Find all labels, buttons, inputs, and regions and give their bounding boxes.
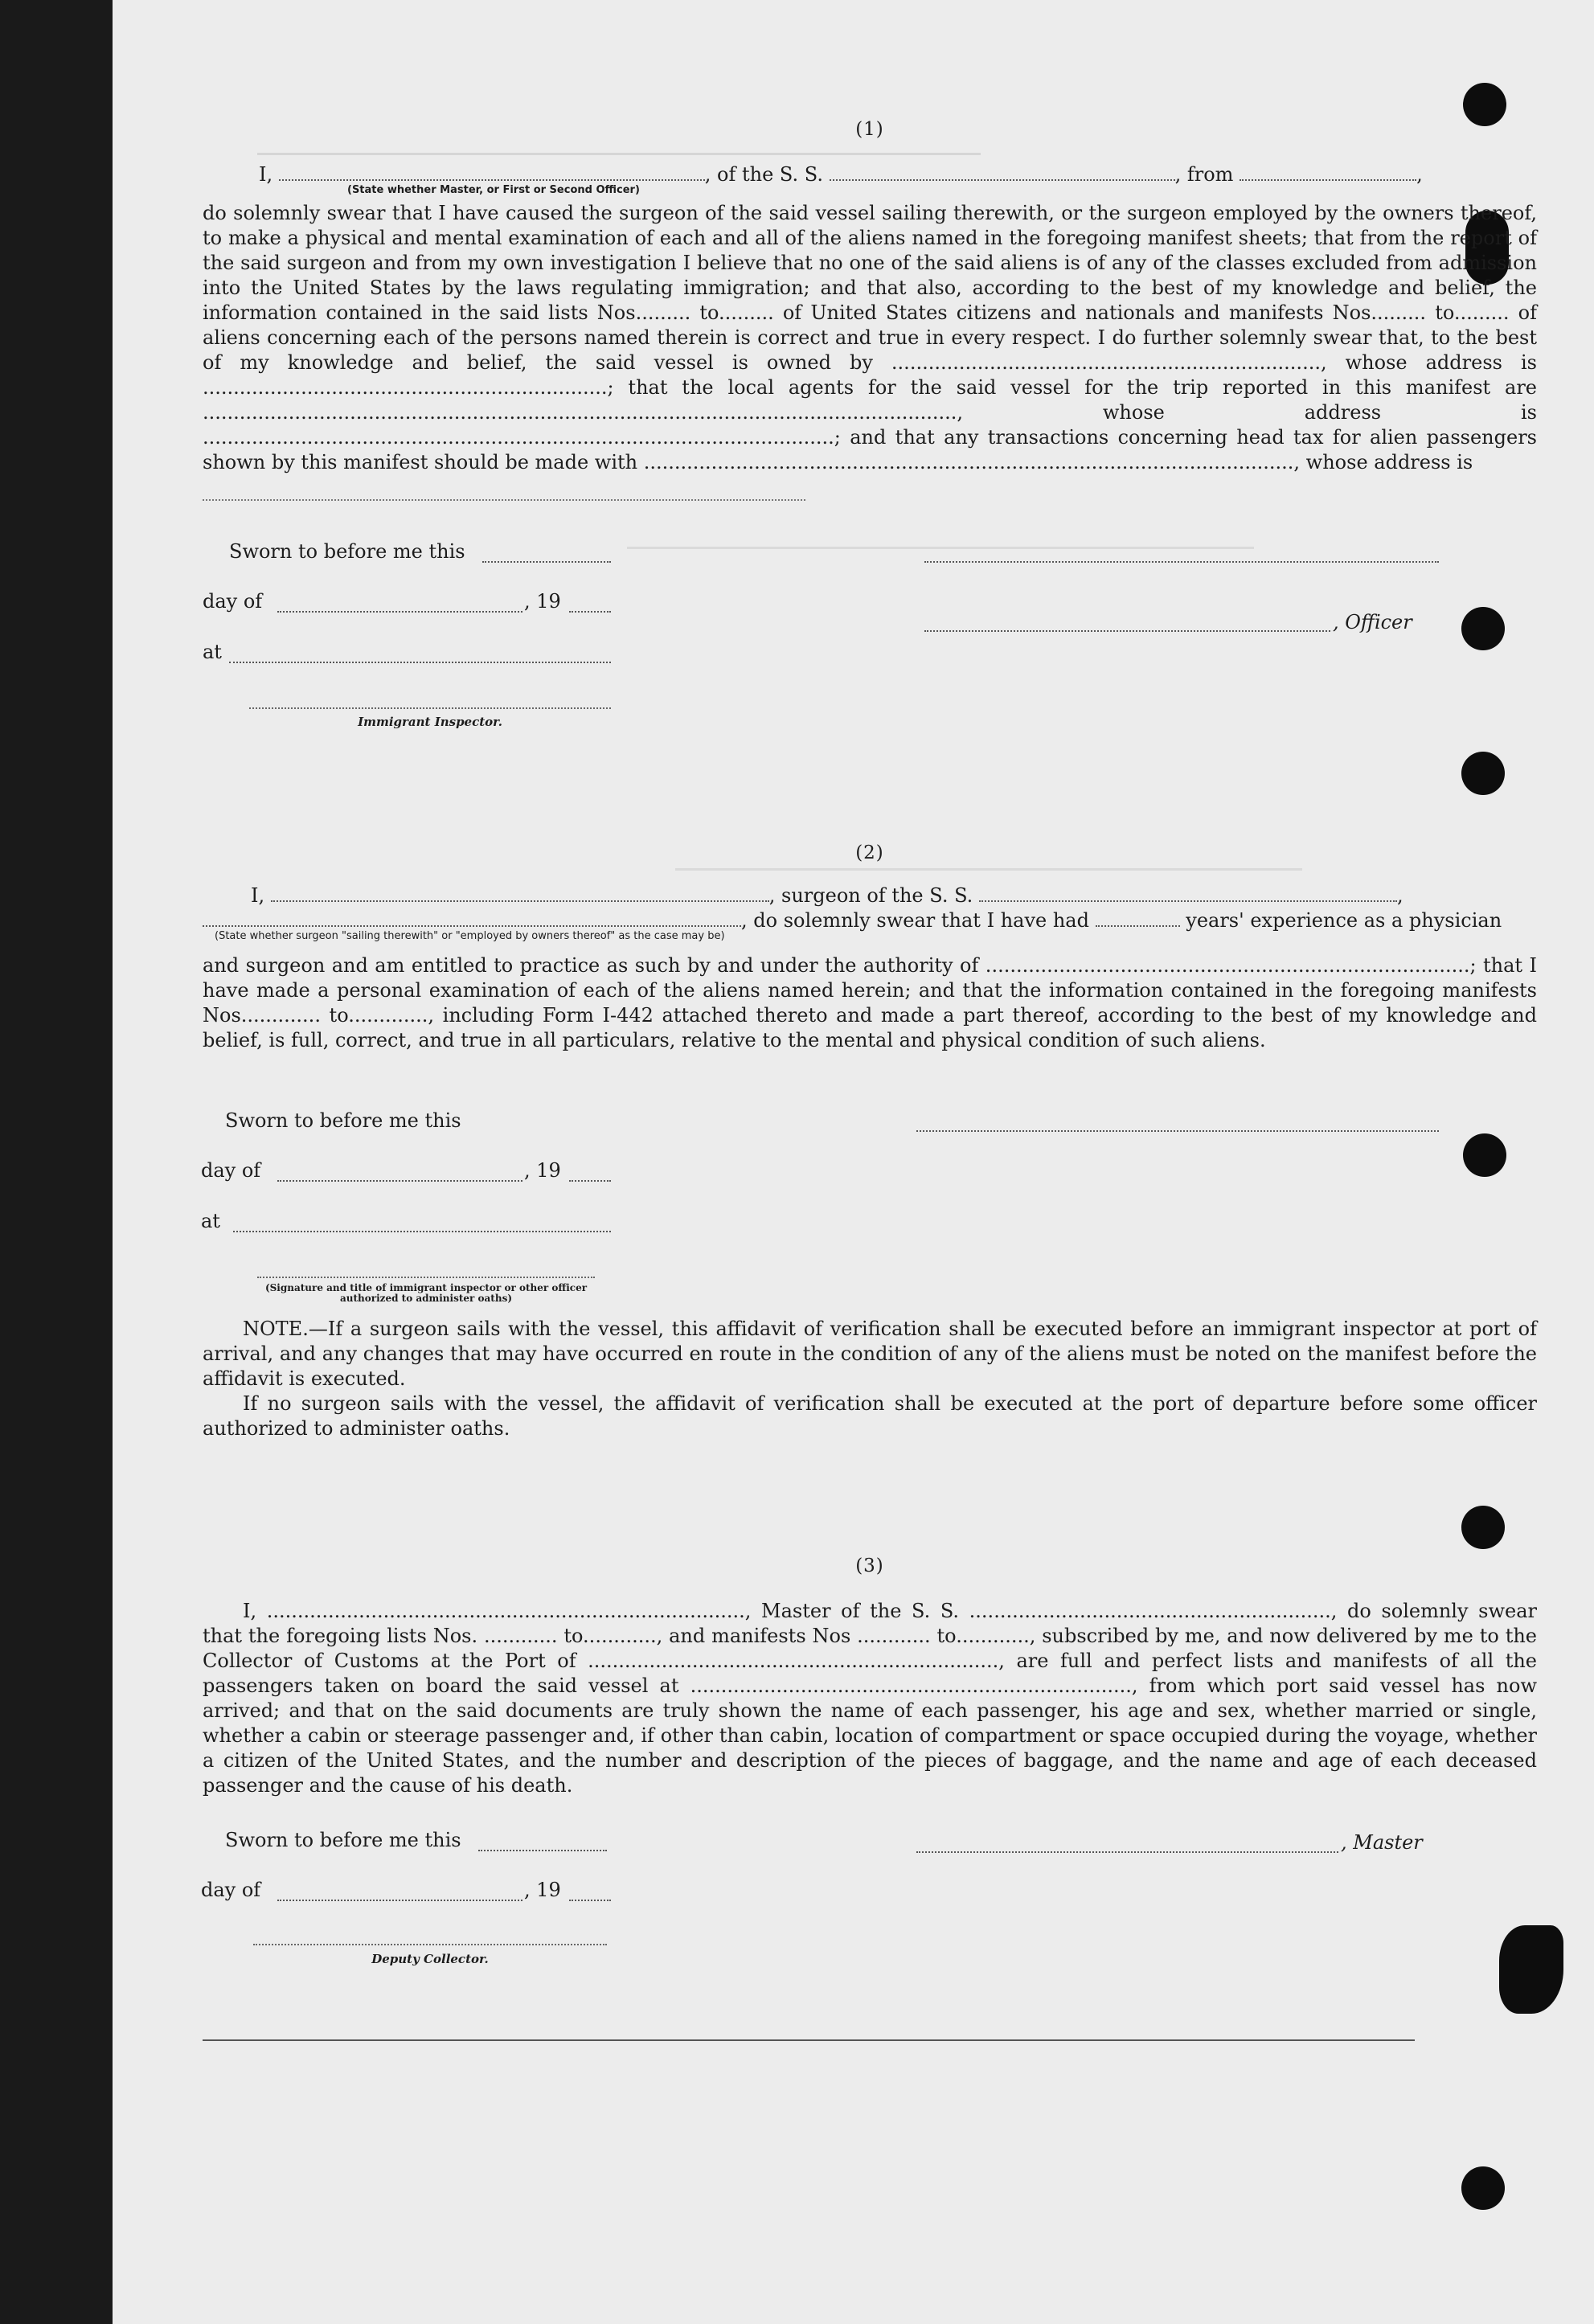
at-field[interactable] <box>233 1216 611 1232</box>
affidavit-paragraph: and surgeon and am entitled to practice as such by and under the authority of ...............................................................................; that I have made a personal examination of each of the aliens named herein; and that the information contained in the foregoing manifests Nos............. to............., including Form I-442 attached thereto and made a part thereof, according to the best of my knowledge and belief, is full, correct, and true in all particulars, relative to the mental and physical condition of such aliens. <box>203 954 1537 1051</box>
text-solemnly-swear: , do solemnly swear that I have had <box>741 909 1089 932</box>
vessel-name-field[interactable] <box>979 886 1397 902</box>
affidavit-surgeon <box>203 842 1537 1053</box>
text-years-experience: years' experience as a physician <box>1186 909 1502 932</box>
section-number: (2) <box>855 842 884 863</box>
note-block <box>203 1317 1537 1441</box>
punch-hole <box>1461 752 1505 795</box>
text-i: I, <box>251 884 265 907</box>
master-signature-field[interactable] <box>916 1837 1338 1853</box>
officer-name-field[interactable] <box>279 165 705 181</box>
text-i: I, <box>259 163 273 186</box>
address-line <box>203 499 805 501</box>
at-label: at <box>201 1210 220 1232</box>
at-field[interactable] <box>229 647 611 663</box>
year-field[interactable] <box>569 1166 611 1182</box>
year-label: , 19 <box>524 590 561 613</box>
master-label: , Master <box>1341 1831 1423 1854</box>
port-from-field[interactable] <box>1240 165 1416 181</box>
section-number: (1) <box>855 119 884 140</box>
officer-note: (State whether Master, or First or Second Officer) <box>347 184 640 196</box>
vessel-name-field[interactable] <box>830 165 1175 181</box>
year-label: , 19 <box>524 1159 561 1182</box>
text-from: , from <box>1174 163 1234 186</box>
year-field[interactable] <box>569 596 611 613</box>
day-of-field[interactable] <box>277 1166 522 1182</box>
bleed-through-mark <box>627 514 1254 549</box>
punch-hole <box>1461 2166 1505 2210</box>
day-of-label: day of <box>201 1159 261 1182</box>
signature-caption: (Signature and title of immigrant inspector or other officer authorized to administer oaths) <box>264 1282 588 1304</box>
officer-signature-field[interactable] <box>924 616 1330 632</box>
day-of-label: day of <box>201 1879 261 1901</box>
collector-caption: Deputy Collector. <box>371 1952 489 1966</box>
inspector-caption: Immigrant Inspector. <box>358 715 502 729</box>
years-field[interactable] <box>1096 911 1180 927</box>
year-field[interactable] <box>569 1885 611 1901</box>
day-of-label: day of <box>203 590 263 613</box>
sworn-date-field[interactable] <box>482 547 611 563</box>
officer-label: , Officer <box>1333 611 1412 633</box>
surgeon-note: (State whether surgeon "sailing therewith" or "employed by owners thereof" as the case may be) <box>215 930 725 942</box>
text-of-ss: , of the S. S. <box>704 163 823 186</box>
day-of-field[interactable] <box>277 596 522 613</box>
affidavit-line: I, , of the S. S. , from , <box>259 163 1423 186</box>
surgeon-name-field[interactable] <box>271 886 769 902</box>
punch-hole <box>1461 1506 1505 1549</box>
section-number: (3) <box>855 1555 884 1576</box>
sworn-label: Sworn to before me this <box>225 1829 461 1851</box>
affidavit-line <box>203 883 1537 908</box>
note-surgeon-sails: NOTE.—If a surgeon sails with the vessel, this affidavit of verification shall be executed before an immigrant inspector at port of arrival, and any changes that may have occurred en route in the condition of any of the aliens must be noted on the manifest before the affidavit is executed. <box>203 1318 1537 1390</box>
officer-signature-line[interactable] <box>257 1277 595 1278</box>
affidavit-paragraph: I, .............................................................................., Master of the S. S. ..........................................................., do solemnly swear that the foregoing lists Nos. ............ to............, and manifests Nos ............ to............, subscribed by me, and now delivered by me to the Collector of Customs at the Port of ..................................................................., are full and perfect lists and manifests of all the passengers taken on board the said vessel at ........................................................................, from which port said vessel has now arrived; and that on the said documents are truly shown the name of each passenger, his age and sex, whether married or single, whether a cabin or steerage passenger and, if other than cabin, location of compartment or space occupied during the voyage, whether a citizen of the United States, and the number and description of the pieces of baggage, and the name and age of each deceased passenger and the cause of his death. <box>203 1600 1537 1797</box>
punch-hole <box>1461 607 1505 650</box>
collector-signature-line[interactable] <box>253 1944 607 1945</box>
signature-line[interactable] <box>924 547 1439 563</box>
at-label: at <box>203 641 222 663</box>
punch-hole <box>1499 1925 1563 2014</box>
punch-hole <box>1463 1133 1506 1177</box>
sworn-date-field[interactable] <box>478 1835 607 1851</box>
affidavit-paragraph: do solemnly swear that I have caused the surgeon of the said vessel sailing therewith, or the surgeon employed by the owners thereof, to make a physical and mental examination of each and all of the aliens named in the foregoing manifest sheets; that from the report of the said surgeon and from my own investigation I believe that no one of the said aliens is of any of the classes excluded from admission into the United States by the laws regulating immigration; and that also, according to the best of my knowledge and belief, the information contained in the said lists Nos......... to......... of United States citizens and nationals and manifests Nos......... to......... of aliens concerning each of the persons named therein is correct and true in every respect. I do further solemnly swear that, to the best of my knowledge and belief, the said vessel is owned by ......................................................................, whose address is ..................................................................; that the local agents for the said vessel for the trip reported in this manifest are ..........................................................................................................................., whose address is .......................................................................................................; and that any transactions concerning head tax for alien passengers shown by this manifest should be made with .........................................................................................................., whose address is <box>203 202 1537 473</box>
note-no-surgeon: If no surgeon sails with the vessel, the affidavit of verification shall be executed at the port of departure before some officer authorized to administer oaths. <box>203 1392 1537 1440</box>
sworn-label: Sworn to before me this <box>229 540 465 563</box>
text-comma: , <box>1396 884 1403 907</box>
affidavit-master <box>203 119 1537 475</box>
day-of-field[interactable] <box>277 1885 522 1901</box>
text-surgeon-of: , surgeon of the S. S. <box>768 884 973 907</box>
inspector-signature-line[interactable] <box>249 707 611 709</box>
surgeon-status-field[interactable] <box>203 911 741 927</box>
sworn-label: Sworn to before me this <box>225 1109 461 1132</box>
affidavit-master-delivery <box>203 1555 1537 1798</box>
manifest-page <box>113 0 1594 2324</box>
year-label: , 19 <box>524 1879 561 1901</box>
signature-line[interactable] <box>916 1116 1439 1132</box>
bottom-rule <box>203 2039 1415 2041</box>
